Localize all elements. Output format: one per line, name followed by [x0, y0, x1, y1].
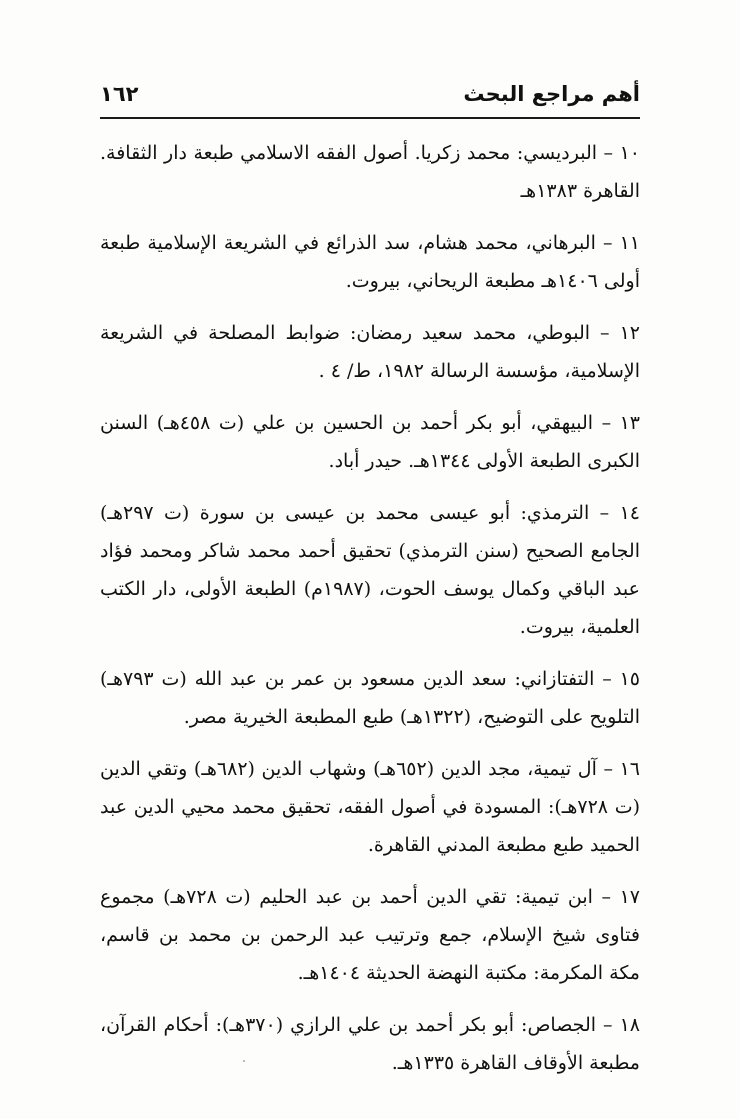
reference-entry: [100, 134, 640, 210]
running-title: أهم مراجع البحث: [463, 82, 640, 106]
reference-text: ١٠ – البرديسي: محمد زكريا. أصول الفقه الاسلامي طبعة دار الثقافة. القاهرة ١٣٨٣هـ: [100, 142, 640, 202]
reference-text: ١٤ – الترمذي: أبو عيسى محمد بن عيسى بن سورة (ت ٢٩٧هـ) الجامع الصحيح (سنن الترمذي) تحقيق أحمد محمد شاكر ومحمد فؤاد عبد الباقي وكمال يوسف الحوت، (١٩٨٧م) الطبعة الأولى، دار الكتب العلمية، بيروت.: [100, 502, 640, 638]
reference-entry: [100, 224, 640, 300]
reference-text: ١٧ – ابن تيمية: تقي الدين أحمد بن عبد الحليم (ت ٧٢٨هـ) مجموع فتاوى شيخ الإسلام، جمع وترتيب عبد الرحمن بن محمد بن قاسم، مكة المكرمة: مكتبة النهضة الحديثة ١٤٠٤هـ.: [100, 886, 640, 984]
reference-entry: [100, 494, 640, 646]
reference-entry: [100, 404, 640, 480]
reference-text: ١٢ – البوطي، محمد سعيد رمضان: ضوابط المصلحة في الشريعة الإسلامية، مؤسسة الرسالة ١٩٨٢، ط/ ٤ .: [100, 322, 640, 382]
reference-text: ١٣ – البيهقي، أبو بكر أحمد بن الحسين بن علي (ت ٤٥٨هـ) السنن الكبرى الطبعة الأولى ١٣٤٤هـ. حيدر أباد.: [100, 412, 640, 472]
references-list: [100, 134, 640, 1096]
reference-entry: [100, 1006, 640, 1082]
scan-speck: [243, 1060, 245, 1062]
reference-entry: [100, 750, 640, 864]
reference-text: ١٨ – الجصاص: أبو بكر أحمد بن علي الرازي (٣٧٠هـ): أحكام القرآن، مطبعة الأوقاف القاهرة ١٣٣٥هـ.: [100, 1014, 640, 1074]
reference-entry: [100, 660, 640, 736]
reference-text: ١٥ – التفتازاني: سعد الدين مسعود بن عمر بن عبد الله (ت ٧٩٣هـ) التلويح على التوضيح، (١٣٢٢هـ) طبع المطبعة الخيرية مصر.: [100, 668, 640, 728]
reference-entry: [100, 878, 640, 992]
reference-text: ١١ – البرهاني، محمد هشام، سد الذرائع في الشريعة الإسلامية طبعة أولى ١٤٠٦هـ مطبعة الريحاني، بيروت.: [100, 232, 640, 292]
header-rule: [100, 117, 640, 119]
page-number: ١٦٢: [100, 82, 139, 106]
reference-text: ١٦ – آل تيمية، مجد الدين (٦٥٢هـ) وشهاب الدين (٦٨٢هـ) وتقي الدين (ت ٧٢٨هـ): المسودة في أصول الفقه، تحقيق محمد محيي الدين عبد الحميد طبع مطبعة المدني القاهرة.: [100, 758, 641, 856]
reference-entry: [100, 314, 640, 390]
page-header: [100, 78, 640, 114]
